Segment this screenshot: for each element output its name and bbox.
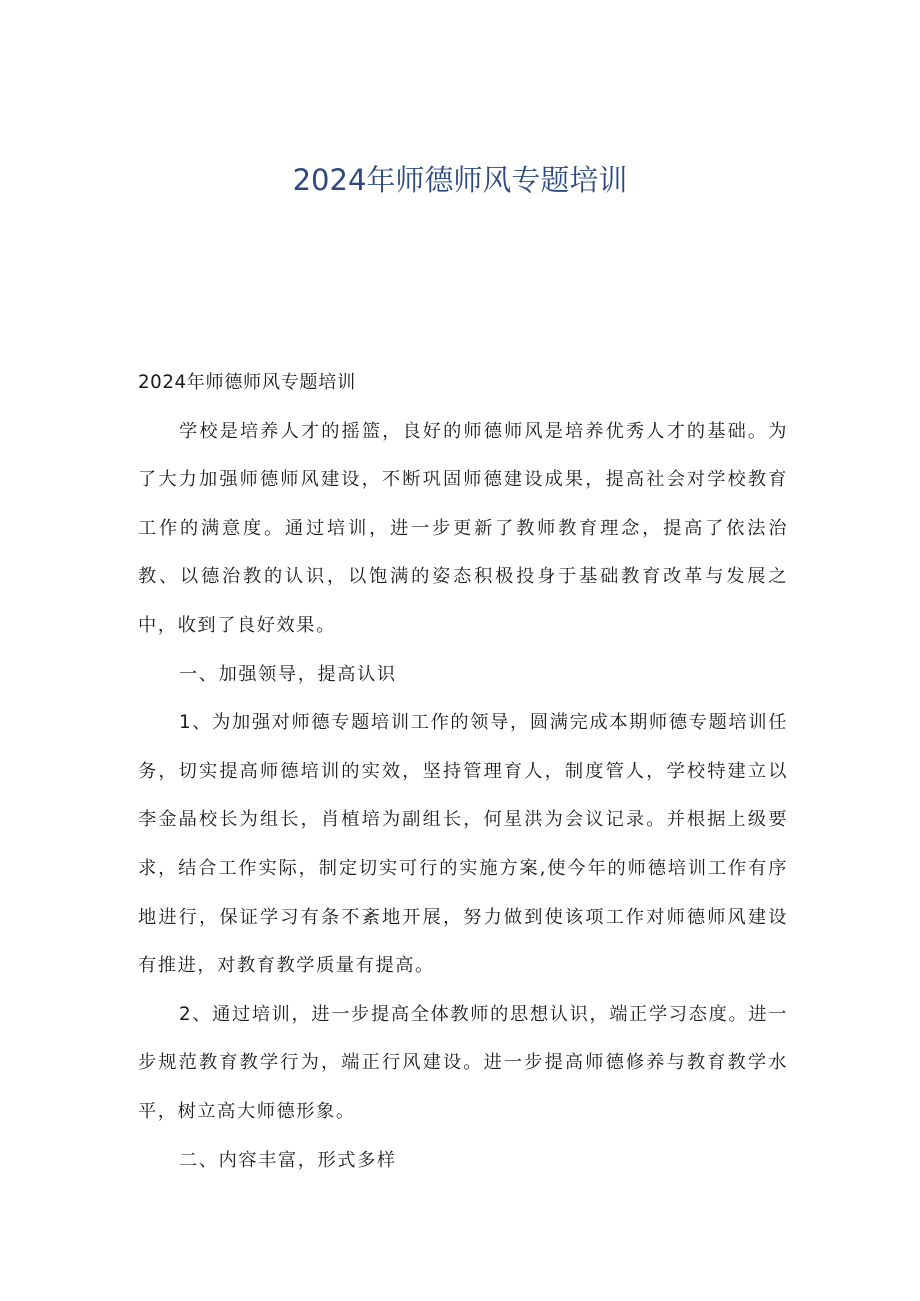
body-subtitle: 2024年师德师风专题培训 (138, 372, 356, 393)
section-heading-1: 一、加强领导，提高认识 (179, 663, 397, 685)
paragraph-item-2: 2、通过培训，进一步提高全体教师的思想认识，端正学习态度。进一步规范教育教学行为，端正行风建设。进一步提高师德修养与教育教学水平，树立高大师德形象。 (138, 1003, 788, 1122)
document-title: 2024年师德师风专题培训 (292, 163, 628, 197)
document-body (138, 359, 788, 1185)
paragraph-item-1: 1、为加强对师德专题培训工作的领导，圆满完成本期师德专题培训任务，切实提高师德培训的实效，坚持管理育人，制度管人，学校特建立以李金晶校长为组长，肖植培为副组长，何星洪为会议记录。并根据上级要求，结合工作实际，制定切实可行的实施方案,使今年的师德培训工作有序地进行，保证学习有条不紊地开展，努力做到使该项工作对师德师风建设有推进，对教育教学质量有提高。 (138, 712, 788, 977)
paragraph-intro: 学校是培养人才的摇篮，良好的师德师风是培养优秀人才的基础。为了大力加强师德师风建设，不断巩固师德建设成果，提高社会对学校教育工作的满意度。通过培训，进一步更新了教师教育理念，提高了依法治教、以德治教的认识，以饱满的姿态积极投身于基础教育改革与发展之中，收到了良好效果。 (138, 420, 788, 636)
section-heading-2: 二、内容丰富，形式多样 (179, 1149, 397, 1171)
